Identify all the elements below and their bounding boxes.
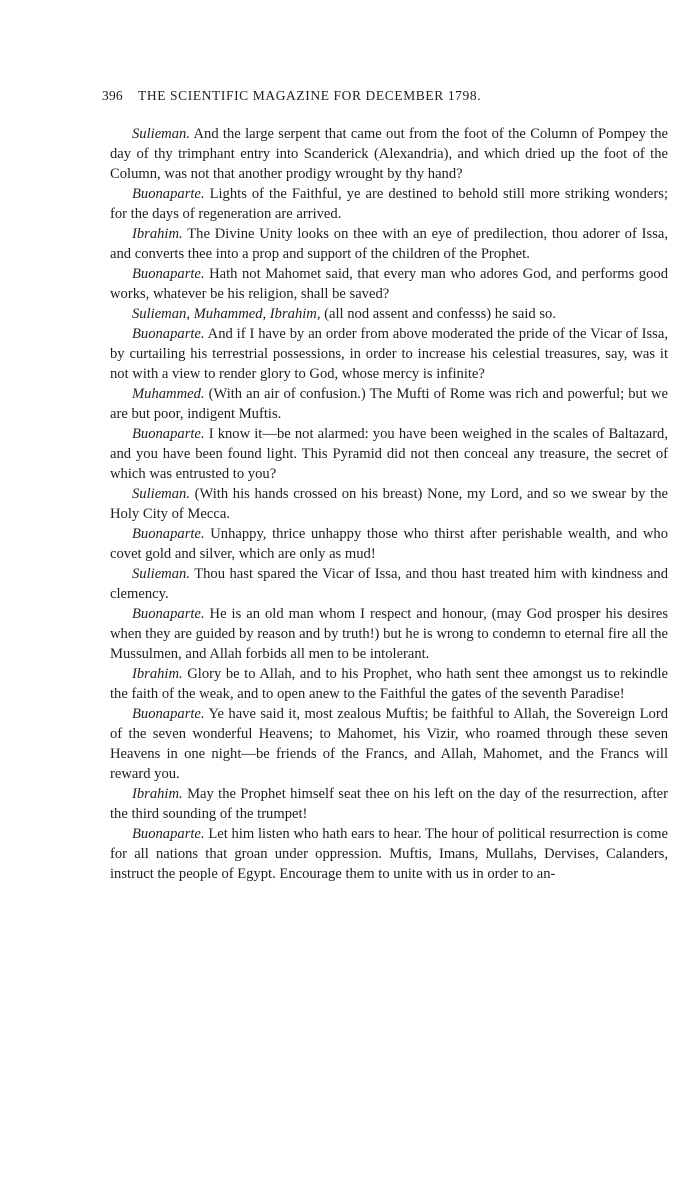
speech-text: Unhappy, thrice unhappy those who thirst after perishable wealth, and who covet gold and silver, which are only as mud! bbox=[110, 526, 668, 562]
dialogue-paragraph bbox=[110, 524, 668, 564]
speaker-name: Ibrahim. bbox=[132, 786, 183, 802]
speech-text: Lights of the Faithful, ye are destined to behold still more striking wonders; for the days of regeneration are arrived. bbox=[110, 186, 668, 222]
dialogue-paragraph bbox=[110, 324, 668, 384]
speaker-name: Buonaparte. bbox=[132, 426, 205, 442]
page-number: 396 bbox=[102, 88, 123, 103]
speaker-name: Sulieman. bbox=[132, 486, 190, 502]
dialogue-text bbox=[110, 124, 668, 884]
dialogue-paragraph bbox=[110, 704, 668, 784]
speech-text: Let him listen who hath ears to hear. The hour of political resurrection is come for all nations that groan under oppression. Muftis, Imans, Mullahs, Dervises, Calanders, instruct the people of Egypt. Encourage them to unite with us in order to an- bbox=[110, 826, 668, 882]
speech-text: And if I have by an order from above moderated the pride of the Vicar of Issa, by curtailing his terrestrial possessions, in order to increase his celestial treasures, say, was it not with a view to render glory to God, whose mercy is infinite? bbox=[110, 326, 668, 382]
speech-text: Glory be to Allah, and to his Prophet, who hath sent thee amongst us to rekindle the faith of the weak, and to open anew to the Faithful the gates of the seventh Paradise! bbox=[110, 666, 668, 702]
speaker-name: Ibrahim. bbox=[132, 226, 183, 242]
dialogue-paragraph bbox=[110, 124, 668, 184]
speaker-name: Sulieman. bbox=[132, 126, 190, 142]
speaker-name: Sulieman, Muhammed, Ibrahim, bbox=[132, 306, 321, 322]
dialogue-paragraph bbox=[110, 384, 668, 424]
speech-text: I know it—be not alarmed: you have been weighed in the scales of Baltazard, and you have been found light. This Pyramid did not then conceal any treasure, the secret of which was entrusted to you? bbox=[110, 426, 669, 482]
dialogue-paragraph bbox=[110, 264, 668, 304]
page-header bbox=[102, 88, 622, 104]
speech-text: May the Prophet himself seat thee on his left on the day of the resurrection, after the third sounding of the trumpet! bbox=[110, 786, 668, 822]
speaker-name: Buonaparte. bbox=[132, 326, 205, 342]
speaker-name: Buonaparte. bbox=[132, 826, 205, 842]
dialogue-paragraph bbox=[110, 824, 668, 884]
speech-text: (With an air of confusion.) The Mufti of Rome was rich and powerful; but we are but poor, indigent Muftis. bbox=[110, 386, 668, 422]
running-head: THE SCIENTIFIC MAGAZINE FOR DECEMBER 1798. bbox=[138, 88, 482, 103]
speaker-name: Buonaparte. bbox=[132, 706, 205, 722]
dialogue-paragraph bbox=[110, 484, 668, 524]
speech-text: He is an old man whom I respect and honour, (may God prosper his desires when they are guided by reason and by truth!) but he is wrong to condemn to eternal fire all the Mussulmen, and Allah forbids all men to be intolerant. bbox=[110, 606, 669, 662]
speaker-name: Buonaparte. bbox=[132, 186, 205, 202]
dialogue-paragraph bbox=[110, 784, 668, 824]
speech-text: The Divine Unity looks on thee with an eye of predilection, thou adorer of Issa, and converts thee into a prop and support of the children of the Prophet. bbox=[110, 226, 668, 262]
speech-text: And the large serpent that came out from the foot of the Column of Pompey the day of thy trimphant entry into Scanderick (Alexandria), and which dried up the foot of the Column, was not that another prodigy wrought by thy hand? bbox=[110, 126, 669, 182]
speaker-name: Muhammed. bbox=[132, 386, 205, 402]
dialogue-paragraph bbox=[110, 184, 668, 224]
speaker-name: Sulieman. bbox=[132, 566, 190, 582]
speech-text: (all nod assent and confesss) he said so. bbox=[324, 306, 556, 322]
dialogue-paragraph bbox=[110, 564, 668, 604]
speech-text: (With his hands crossed on his breast) None, my Lord, and so we swear by the Holy City of Mecca. bbox=[110, 486, 668, 522]
speech-text: Hath not Mahomet said, that every man who adores God, and performs good works, whatever be his religion, shall be saved? bbox=[110, 266, 668, 302]
dialogue-paragraph bbox=[110, 224, 668, 264]
dialogue-paragraph bbox=[110, 304, 668, 324]
speaker-name: Ibrahim. bbox=[132, 666, 183, 682]
speech-text: Ye have said it, most zealous Muftis; be faithful to Allah, the Sovereign Lord of the seven wonderful Heavens; to Mahomet, his Vizir, who roamed through these seven Heavens in one night—be friends of the Francs, and Allah, Mahomet, and the Francs will reward you. bbox=[110, 706, 668, 782]
speaker-name: Buonaparte. bbox=[132, 526, 205, 542]
speaker-name: Buonaparte. bbox=[132, 606, 205, 622]
speech-text: Thou hast spared the Vicar of Issa, and thou hast treated him with kindness and clemency. bbox=[110, 566, 668, 602]
dialogue-paragraph bbox=[110, 424, 668, 484]
dialogue-paragraph bbox=[110, 604, 668, 664]
speaker-name: Buonaparte. bbox=[132, 266, 205, 282]
dialogue-paragraph bbox=[110, 664, 668, 704]
